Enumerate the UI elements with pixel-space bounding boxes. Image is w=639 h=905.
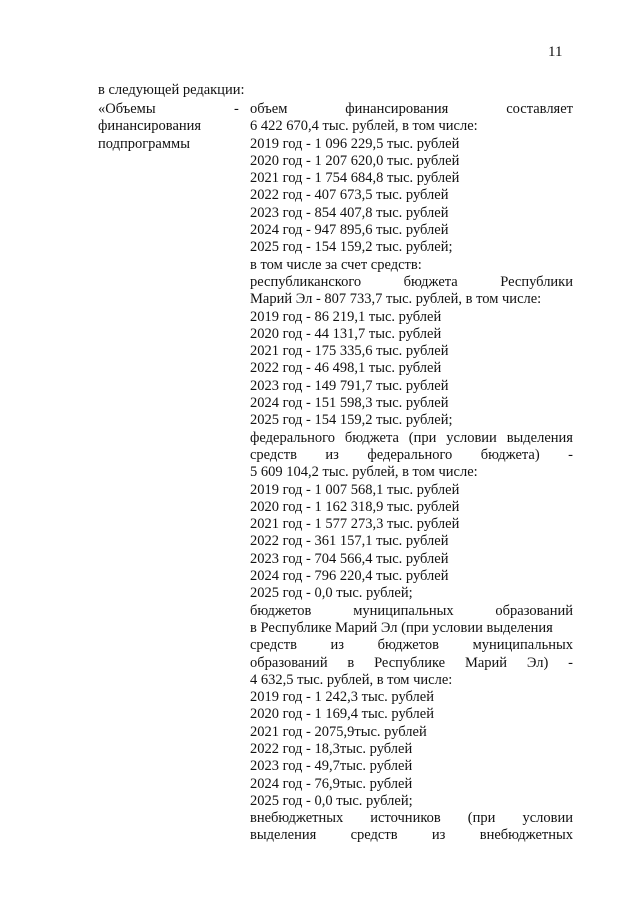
separator-dash: -	[234, 101, 239, 117]
text-line: 2020 год - 1 169,4 тыс. рублей	[250, 706, 434, 723]
left-column-line: «Объемы	[98, 101, 156, 117]
word: образований	[250, 654, 328, 671]
word: выделения	[506, 429, 573, 446]
word: выделения	[250, 827, 317, 844]
text-line: 2019 год - 1 096 229,5 тыс. рублей	[250, 135, 460, 152]
text-line: 2020 год - 1 162 318,9 тыс. рублей	[250, 498, 460, 515]
word: внебюджетных	[250, 810, 344, 827]
text-line	[250, 603, 573, 620]
text-line: 2019 год - 1 007 568,1 тыс. рублей	[250, 481, 460, 498]
intro-text: в следующей редакции:	[98, 82, 245, 98]
text-line	[250, 810, 573, 827]
text-line: 2020 год - 44 131,7 тыс. рублей	[250, 325, 442, 342]
text-line: 5 609 104,2 тыс. рублей, в том числе:	[250, 464, 478, 481]
word: финансирования	[345, 101, 449, 117]
word: муниципальных	[472, 637, 573, 654]
text-line: Марий Эл - 807 733,7 тыс. рублей, в том числе:	[250, 291, 542, 308]
table-right-column	[250, 101, 573, 845]
word: объем	[250, 101, 288, 117]
word: из	[431, 827, 446, 844]
text-line: 2021 год - 175 335,6 тыс. рублей	[250, 343, 449, 360]
word: из	[330, 637, 345, 654]
text-line	[250, 274, 573, 291]
word: (при	[467, 810, 496, 827]
text-line: 2022 год - 361 157,1 тыс. рублей	[250, 533, 449, 550]
word: бюджета	[403, 273, 458, 290]
text-line: 2025 год - 0,0 тыс. рублей;	[250, 585, 413, 602]
text-line: 2021 год - 2075,9тыс. рублей	[250, 723, 427, 740]
word: условии	[522, 810, 573, 827]
text-line	[250, 827, 573, 844]
word: средств	[250, 637, 297, 654]
word: из	[325, 446, 339, 463]
word: бюджета	[344, 429, 399, 446]
text-line	[250, 447, 573, 464]
text-line	[250, 655, 573, 672]
word: -	[568, 446, 573, 463]
text-line: 2021 год - 1 754 684,8 тыс. рублей	[250, 170, 460, 187]
text-line: 6 422 670,4 тыс. рублей, в том числе:	[250, 118, 478, 135]
text-line: в том числе за счет средств:	[250, 256, 422, 273]
word: источников	[370, 810, 441, 827]
word: бюджетов	[377, 637, 439, 654]
text-line: 2019 год - 86 219,1 тыс. рублей	[250, 308, 442, 325]
text-line: 2022 год - 18,3тыс. рублей	[250, 740, 413, 757]
word: средств	[350, 827, 398, 844]
text-line	[250, 430, 573, 447]
left-column-line: подпрограммы	[98, 135, 190, 152]
word: бюджетов	[250, 602, 312, 619]
text-line: 2022 год - 46 498,1 тыс. рублей	[250, 360, 442, 377]
word: составляет	[506, 101, 573, 117]
word: республиканского	[250, 273, 362, 290]
text-line	[250, 101, 573, 118]
word: в	[347, 654, 355, 671]
word: условии	[446, 429, 497, 446]
text-line: 2023 год - 704 566,4 тыс. рублей	[250, 550, 449, 567]
text-line: 2024 год - 151 598,3 тыс. рублей	[250, 395, 449, 412]
word: внебюджетных	[479, 827, 573, 844]
text-line: в Республике Марий Эл (при условии выделения	[250, 619, 553, 636]
word: федерального	[250, 429, 335, 446]
word: муниципальных	[353, 602, 454, 619]
text-line: 2022 год - 407 673,5 тыс. рублей	[250, 187, 449, 204]
text-line: 2023 год - 854 407,8 тыс. рублей	[250, 204, 449, 221]
text-line: 2025 год - 154 159,2 тыс. рублей;	[250, 239, 453, 256]
word: Марий	[464, 654, 508, 671]
text-line: 2025 год - 154 159,2 тыс. рублей;	[250, 412, 453, 429]
page-number: 11	[548, 44, 563, 60]
text-line: 2024 год - 947 895,6 тыс. рублей	[250, 222, 449, 239]
text-line: 2023 год - 49,7тыс. рублей	[250, 758, 413, 775]
word: Эл)	[526, 654, 549, 671]
table-left-column	[98, 101, 238, 153]
word: средств	[250, 446, 297, 463]
text-line: 2025 год - 0,0 тыс. рублей;	[250, 792, 413, 809]
word: образований	[495, 602, 573, 619]
text-line: 2023 год - 149 791,7 тыс. рублей	[250, 377, 449, 394]
text-line: 2021 год - 1 577 273,3 тыс. рублей	[250, 516, 460, 533]
word: Республики	[500, 273, 573, 290]
word: (при	[408, 429, 437, 446]
word: бюджета)	[480, 446, 540, 463]
word: Республике	[374, 654, 446, 671]
word: федерального	[367, 446, 453, 463]
text-line: 2020 год - 1 207 620,0 тыс. рублей	[250, 152, 460, 169]
text-line: 2019 год - 1 242,3 тыс. рублей	[250, 689, 434, 706]
text-line	[250, 637, 573, 654]
text-line: 2024 год - 76,9тыс. рублей	[250, 775, 413, 792]
text-line: 2024 год - 796 220,4 тыс. рублей	[250, 568, 449, 585]
left-column-line: финансирования	[98, 118, 202, 135]
text-line: 4 632,5 тыс. рублей, в том числе:	[250, 671, 453, 688]
word: -	[568, 654, 573, 671]
